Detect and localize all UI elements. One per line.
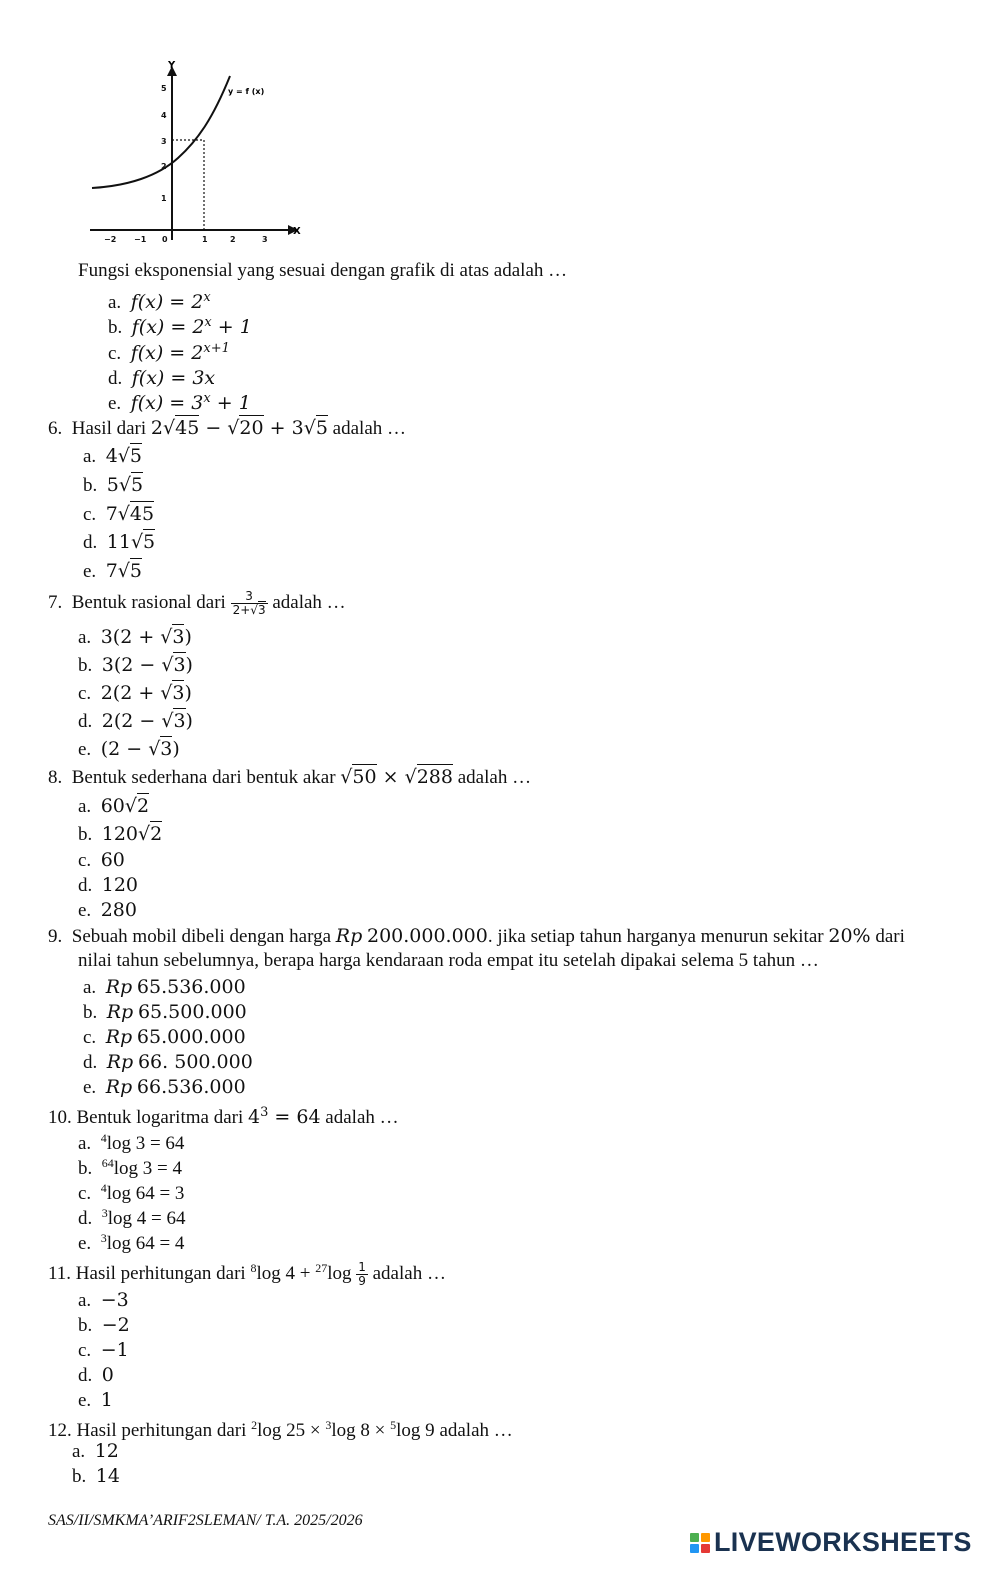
option-letter: d. [83, 1052, 98, 1073]
option-value: 0 [101, 1364, 114, 1386]
option-letter: d. [78, 1208, 93, 1229]
question-text: Hasil dari [71, 418, 147, 439]
option-expr: 3(2 − √3) [101, 654, 193, 676]
q8-option-e[interactable] [78, 899, 137, 922]
x-tick-label: −2 [104, 235, 117, 244]
q6-option-c[interactable] [83, 503, 154, 526]
question-number: 7. [48, 592, 63, 613]
question-number: 12. [48, 1420, 72, 1441]
q9-option-b[interactable]: b. Rp 65.500.000 [83, 1001, 247, 1023]
option-letter: d. [78, 875, 93, 896]
option-letter: c. [78, 683, 92, 704]
option-letter: e. [78, 1233, 92, 1254]
option-letter: b. [78, 655, 93, 676]
option-value: 12 [94, 1440, 119, 1462]
q10-option-c[interactable]: c. $^4$log 64 = 3 [78, 1181, 185, 1204]
option-letter: e. [83, 561, 97, 582]
q11-question: 11. Hasil perhitungan dari $^8$log 4 + $^{27}$log $\frac{1}{9}$ adalah … [48, 1260, 446, 1289]
option-expr: f(x) = 3x [131, 367, 216, 389]
q7-option-e[interactable] [78, 738, 180, 761]
option-letter: a. [78, 1133, 92, 1154]
brand-square-v [690, 1544, 699, 1553]
exponential-graph [88, 58, 308, 248]
brand-square-i [701, 1533, 710, 1542]
option-expr: 4√5 [105, 445, 142, 467]
question-number: 9. [48, 926, 63, 947]
option-letter: c. [78, 1340, 92, 1361]
option-expr: 120 [101, 874, 139, 896]
curve-label: y = f (x) [228, 87, 265, 96]
q7-question [48, 590, 346, 617]
option-letter: c. [83, 504, 97, 525]
question-fraction: $\frac{1}{9}$ [358, 1260, 366, 1289]
q8-option-d[interactable] [78, 874, 138, 897]
option-expr: 60 [100, 849, 125, 871]
q8-option-b[interactable] [78, 823, 162, 846]
q11-option-c[interactable] [78, 1339, 129, 1362]
option-letter: b. [83, 1002, 98, 1023]
question-text: Bentuk rasional dari [71, 592, 226, 613]
option-expr: 3(2 + √3) [100, 626, 192, 648]
option-expr: f(x) = 2 [130, 291, 204, 313]
q11-option-b[interactable] [78, 1314, 130, 1337]
q5-option-a[interactable] [108, 287, 211, 314]
option-letter: b. [78, 824, 93, 845]
brand-square-l [690, 1533, 699, 1542]
option-expr: log 64 = 4 [106, 1233, 185, 1254]
option-letter: a. [78, 1290, 92, 1311]
question-number: 6. [48, 418, 63, 439]
question-expr: √50 × √288 [340, 766, 453, 788]
q9-question-line2: nilai tahun sebelumnya, berapa harga kendaraan roda empat itu setelah dipakai selema 5 tahun … [78, 950, 819, 971]
option-letter: c. [83, 1027, 97, 1048]
q9-question-line1: 9. Sebuah mobil dibeli dengan harga Rp 200.000.000. jika setiap tahun harganya menurun sekitar 20% dari [48, 925, 905, 947]
q11-option-a[interactable] [78, 1289, 129, 1312]
q5-question: Fungsi eksponensial yang sesuai dengan grafik di atas adalah … [78, 260, 568, 281]
option-letter: b. [108, 317, 123, 338]
option-letter: a. [72, 1441, 86, 1462]
q12-option-a[interactable] [72, 1440, 119, 1463]
option-expr: 2(2 + √3) [100, 682, 192, 704]
option-letter: b. [72, 1466, 87, 1487]
option-letter: a. [78, 627, 92, 648]
q11-option-e[interactable] [78, 1389, 113, 1412]
x-tick-label: 2 [230, 235, 236, 244]
option-value: 66.536.000 [136, 1076, 246, 1098]
option-expr: (2 − √3) [100, 738, 180, 760]
option-expr: f(x) = 3 [130, 392, 204, 414]
option-letter: a. [83, 977, 97, 998]
option-value: 65.500.000 [137, 1001, 247, 1023]
question-number: 11. [48, 1263, 72, 1284]
y-tick-label: 4 [161, 111, 167, 120]
q8-option-a[interactable] [78, 795, 149, 818]
option-expr: 2(2 − √3) [101, 710, 193, 732]
option-exponent: x [203, 290, 211, 305]
q5-option-e[interactable] [108, 388, 251, 415]
option-letter: c. [78, 1183, 92, 1204]
option-exponent: x [203, 391, 211, 406]
option-letter: d. [78, 711, 93, 732]
footer-code: SAS/II/SMKMA’ARIF2SLEMAN/ T.A. 2025/2026 [48, 1512, 363, 1529]
q6-option-d[interactable] [83, 531, 155, 554]
q10-option-b[interactable]: b. $^{64}$log 3 = 4 [78, 1156, 182, 1179]
q10-option-e[interactable]: e. $^3$log 64 = 4 [78, 1231, 185, 1254]
q6-option-e[interactable] [83, 560, 142, 583]
y-axis-label: Y [168, 60, 176, 71]
y-tick-label: 1 [161, 194, 167, 203]
q6-option-b[interactable] [83, 474, 143, 497]
q7-option-b[interactable] [78, 654, 193, 677]
option-expr: log 3 = 64 [106, 1133, 185, 1154]
option-letter: e. [108, 393, 122, 414]
option-letter: e. [83, 1077, 97, 1098]
q12-option-b[interactable] [72, 1465, 120, 1488]
q10-question: 10. Bentuk logaritma dari $4^3 = 64$ adalah … [48, 1105, 399, 1128]
brand-grid-icon [690, 1533, 710, 1553]
liveworksheets-logo[interactable] [690, 1527, 972, 1558]
option-letter: a. [83, 446, 97, 467]
brand-square-e [701, 1544, 710, 1553]
option-value: −2 [101, 1314, 130, 1336]
x-tick-label: 1 [202, 235, 208, 244]
question-fraction: $\frac{3}{2+√3}$ [232, 589, 266, 618]
option-value: −3 [100, 1289, 129, 1311]
option-letter: d. [83, 532, 98, 553]
q7-option-a[interactable] [78, 626, 192, 649]
option-expr: 5√5 [106, 474, 144, 496]
option-letter: e. [78, 1390, 92, 1411]
option-value: 65.000.000 [136, 1026, 246, 1048]
option-letter: d. [78, 1365, 93, 1386]
question-expr: 2√45 − √20 + 3√5 [150, 417, 328, 439]
option-value: 66. 500.000 [137, 1051, 253, 1073]
q10-option-a[interactable]: a. $^4$log 3 = 64 [78, 1131, 185, 1154]
option-letter: d. [108, 368, 123, 389]
option-value: −1 [100, 1339, 129, 1361]
question-tail: adalah … [332, 418, 406, 439]
q5-option-c[interactable] [108, 338, 230, 365]
option-expr: log 64 = 3 [106, 1183, 185, 1204]
question-number: 8. [48, 767, 63, 788]
option-expr-tail: + 1 [210, 392, 251, 414]
x-axis-label: X [293, 226, 301, 237]
option-value: 65.536.000 [136, 976, 246, 998]
q8-question [48, 766, 531, 789]
option-expr: log 4 = 64 [107, 1208, 186, 1229]
option-exponent: x+1 [203, 341, 230, 356]
option-letter: c. [78, 850, 92, 871]
option-letter: b. [78, 1158, 93, 1179]
x-tick-label: −1 [134, 235, 147, 244]
q10-option-d[interactable]: d. $^3$log 4 = 64 [78, 1206, 186, 1229]
question-number: 10. [48, 1107, 72, 1128]
q9-option-d[interactable]: d. Rp 66. 500.000 [83, 1051, 253, 1073]
option-letter: c. [108, 343, 122, 364]
option-expr: 11√5 [106, 531, 156, 553]
q5-option-d[interactable] [108, 363, 215, 390]
q7-option-d[interactable] [78, 710, 193, 733]
option-expr: 120√2 [101, 823, 163, 845]
q5-option-b[interactable] [108, 312, 252, 339]
y-tick-label: 5 [161, 84, 167, 93]
option-letter: b. [78, 1315, 93, 1336]
option-expr-tail: + 1 [211, 316, 252, 338]
brand-name: LIVEWORKSHEETS [714, 1527, 972, 1557]
q7-option-c[interactable] [78, 682, 192, 705]
question-tail: adalah … [457, 767, 532, 788]
q9-option-c[interactable]: c. Rp 65.000.000 [83, 1026, 246, 1048]
q11-option-d[interactable] [78, 1364, 114, 1387]
option-expr: log 3 = 4 [113, 1158, 182, 1179]
option-expr: 7√5 [105, 560, 142, 582]
question-text: Bentuk sederhana dari bentuk akar [71, 767, 336, 788]
option-letter: e. [78, 900, 92, 921]
question-expr: $4^3 = 64$ [247, 1105, 321, 1128]
question-tail: adalah … [272, 592, 346, 613]
option-letter: a. [78, 796, 92, 817]
option-exponent: x [204, 315, 212, 330]
option-value: 14 [95, 1465, 120, 1487]
option-letter: b. [83, 475, 98, 496]
q9-option-e[interactable]: e. Rp 66.536.000 [83, 1076, 246, 1098]
x-tick-label: 0 [162, 235, 168, 244]
q6-question [48, 417, 406, 440]
option-expr: f(x) = 2 [131, 316, 205, 338]
option-expr: 60√2 [100, 795, 150, 817]
y-tick-label: 2 [161, 162, 167, 171]
option-expr: 7√45 [105, 503, 155, 525]
option-expr: 280 [100, 899, 137, 921]
q9-option-a[interactable]: a. Rp 65.536.000 [83, 976, 246, 998]
q8-option-c[interactable] [78, 849, 125, 872]
option-letter: e. [78, 739, 92, 760]
q6-option-a[interactable] [83, 445, 142, 468]
x-tick-label: 3 [262, 235, 268, 244]
option-value: 1 [100, 1389, 113, 1411]
y-tick-label: 3 [161, 137, 167, 146]
option-expr: f(x) = 2 [130, 342, 204, 364]
option-letter: a. [108, 292, 122, 313]
q12-question: 12. Hasil perhitungan dari $^2$log 25 × $^3$log 8 × $^5$log 9 adalah … [48, 1418, 513, 1441]
